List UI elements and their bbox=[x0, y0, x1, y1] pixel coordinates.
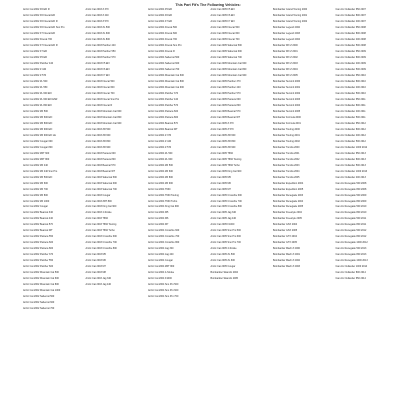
vehicle-list-item: Bombardier Grand Touring 2000 bbox=[273, 8, 308, 11]
vehicle-list-item: Arctic Cat 2004 Sabercat 700 bbox=[148, 67, 180, 71]
vehicle-list-item: Can Am Renegade 800 2012 bbox=[335, 235, 367, 239]
vehicle-list-item: Arctic Cat 2002 Panther 370 bbox=[23, 253, 54, 257]
vehicle-list-item: Arctic Cat 2003 Bearcat WT bbox=[85, 169, 116, 173]
vehicle-list-item: Bombardier Renegade 2004 bbox=[273, 199, 304, 203]
vehicle-list-item: Bombardier Legend 2002 bbox=[273, 25, 300, 29]
vehicle-list-item: Bombardier Renegade 2003 bbox=[273, 193, 304, 197]
vehicle-list-item: Arctic Cat 2002 Bearcat 440 bbox=[23, 217, 53, 221]
vehicle-list-item: Arctic Cat 2003 F7 EFI bbox=[85, 73, 110, 77]
vehicle-list-item: Can Am Outlander 1000 2014 bbox=[335, 265, 368, 269]
vehicle-list-item: Arctic Cat 2005 ZR 900 bbox=[210, 145, 236, 149]
vehicle-list-item: Can Am Outlander 650 2007 bbox=[335, 8, 366, 11]
vehicle-list-item: Arctic Cat 2005 Firecat 600 bbox=[210, 31, 240, 35]
vehicle-list-item: Arctic Cat 2004 Mountain Cat 900 bbox=[148, 85, 184, 89]
vehicle-column bbox=[336, 8, 397, 313]
vehicle-list-item: Arctic Cat 2005 Crossfire 600 bbox=[210, 193, 242, 197]
vehicle-list-item: Can Am Outlander 800 2007 bbox=[335, 13, 366, 17]
vehicle-list-item: Can Am Renegade 500 2013 bbox=[335, 247, 367, 251]
vehicle-list-item: Arctic Cat 2005 F5 EFI bbox=[210, 8, 235, 11]
vehicle-list-item: Arctic Cat 2003 Firecat R bbox=[85, 103, 113, 107]
vehicle-list-item: Can Am Outlander 800 2011 bbox=[335, 103, 366, 107]
vehicle-list-item: Arctic Cat 2003 Pantera 600 bbox=[85, 151, 116, 155]
vehicle-list-item: Arctic Cat 2005 Jag 440 bbox=[210, 217, 237, 221]
vehicle-list-item: Arctic Cat 2002 ZR 600 bbox=[23, 181, 48, 185]
vehicle-list-item: Arctic Cat 2003 4-Stroke bbox=[85, 211, 112, 215]
vehicle-list-item: Arctic Cat 2005 F6 EFI bbox=[210, 13, 235, 17]
vehicle-list-item: Arctic Cat 2002 Bearcat 340 bbox=[23, 211, 53, 215]
vehicle-list-item: Bombardier Mach Z 2001 bbox=[273, 253, 300, 257]
vehicle-list-item: Arctic Cat 2003 Z 440 bbox=[85, 13, 109, 17]
vehicle-list-item: Bombardier Tundra 2002 bbox=[273, 157, 300, 161]
vehicle-list-item: Arctic Cat 2004 F5 EFI bbox=[148, 8, 173, 11]
vehicle-column bbox=[273, 8, 334, 313]
vehicle-list-item: Can Am Outlander 650 2011 bbox=[335, 97, 366, 101]
vehicle-list-item: Arctic Cat 2004 Mountain Cat 800 bbox=[148, 79, 184, 83]
vehicle-list-item: Arctic Cat 2003 Mountain Cat 900 bbox=[85, 121, 122, 125]
vehicle-column bbox=[86, 8, 147, 313]
vehicle-list-item: Arctic Cat 2005 ZL 600 bbox=[210, 259, 235, 263]
vehicle-list-item: Bombardier Mach Z 2002 bbox=[273, 259, 300, 263]
vehicle-list-item: Bombardier Formula 2000 bbox=[273, 115, 301, 119]
vehicle-list-item: Arctic Cat 2004 ZR 800 bbox=[148, 175, 173, 179]
vehicle-list-item: Bombardier Skandic 2004 bbox=[210, 271, 239, 275]
vehicle-list-item: Arctic Cat 2004 T660 Touring bbox=[148, 193, 179, 197]
vehicle-list-item: Can Am Outlander 400 2013 bbox=[335, 175, 366, 179]
vehicle-list-item: Bombardier Summit 2001 bbox=[273, 85, 301, 89]
vehicle-list-item: Arctic Cat 2003 Panther 550 bbox=[85, 49, 116, 53]
vehicle-list-item: Arctic Cat 2002 Pantera 800 bbox=[23, 247, 54, 251]
vehicle-list-item: Arctic Cat 2004 Bearcat 570 bbox=[148, 121, 178, 125]
vehicle-list-item: Arctic Cat 2004 M6 bbox=[148, 217, 169, 221]
vehicle-list-item: Arctic Cat 2004 M5 bbox=[148, 211, 169, 215]
vehicle-list-item: Arctic Cat 2004 Firecat 700 bbox=[148, 37, 177, 41]
vehicle-list-item: Bombardier Mach Z 2003 bbox=[273, 265, 300, 269]
vehicle-list-item: Can Am Outlander 500 2009 bbox=[335, 67, 366, 71]
vehicle-list-item: Bombardier Legend 2003 bbox=[273, 31, 300, 35]
vehicle-list-item: Can Am Outlander 650 2010 bbox=[335, 73, 366, 77]
vehicle-list-item: Arctic Cat 2002 Cougar 600 bbox=[23, 139, 53, 143]
vehicle-list-item: Can Am Outlander 800 2014 bbox=[335, 271, 366, 275]
vehicle-list-item: Arctic Cat 2004 Jag 440 bbox=[148, 253, 174, 257]
vehicle-list-item: Arctic Cat 2004 Z 370 bbox=[148, 133, 172, 137]
vehicle-list-item: Arctic Cat 2004 T660 bbox=[148, 187, 171, 191]
vehicle-list-item: Arctic Cat 2004 Sno Pro 500 bbox=[148, 283, 179, 287]
vehicle-list-item: Arctic Cat 2005 Z 370 bbox=[210, 121, 234, 125]
vehicle-list-item: Arctic Cat 2005 Panther 570 bbox=[210, 91, 241, 95]
vehicle-list-item: Arctic Cat 2005 Bearcat WT bbox=[210, 115, 241, 119]
vehicle-list-item: Arctic Cat 2002 Sabercat 700 bbox=[23, 307, 55, 311]
vehicle-list-item: Arctic Cat 2002 ZL 800 EFI bbox=[23, 103, 52, 107]
vehicle-list-item: Arctic Cat 2004 Crossfire 800 bbox=[148, 241, 180, 245]
vehicle-list-item: Arctic Cat 2004 Crossfire 700 bbox=[148, 235, 180, 239]
vehicle-list-item: Arctic Cat 2003 Z 570 bbox=[85, 19, 109, 23]
vehicle-list-item: Arctic Cat 2003 ZR 800 bbox=[85, 139, 111, 143]
vehicle-list-item: Arctic Cat 2004 Sno Pro 600 bbox=[148, 289, 179, 293]
vehicle-list-item: Arctic Cat 2003 Jag 440 bbox=[85, 283, 112, 287]
vehicle-list-item: Bombardier Touring 2001 bbox=[273, 133, 300, 137]
vehicle-list-item: Arctic Cat 2002 Mountain Cat 600 bbox=[23, 277, 59, 281]
vehicle-list-item: Arctic Cat 2005 Crossfire 800 bbox=[210, 205, 242, 209]
vehicle-list-item: Arctic Cat 2005 Sno Pro 500 bbox=[210, 229, 241, 233]
vehicle-list-item: Arctic Cat 2003 Pantera 800 bbox=[85, 157, 116, 161]
vehicle-list-item: Arctic Cat 2005 Mountain Cat 600 bbox=[210, 61, 247, 65]
vehicle-list-item: Arctic Cat 2003 Firecat 600 bbox=[85, 85, 115, 89]
vehicle-list-item: Arctic Cat 2002 F6 Firecat EFI R bbox=[23, 19, 58, 23]
vehicle-list-item: Arctic Cat 2003 T660 bbox=[85, 217, 108, 221]
vehicle-list-item: Can Am Renegade 500 2008 bbox=[335, 181, 367, 185]
vehicle-list-item: Bombardier Summit 2005 bbox=[273, 109, 301, 113]
vehicle-list-item: Arctic Cat 2003 Crossfire 600 bbox=[85, 235, 117, 239]
vehicle-list-item: Can Am Renegade 1000 2013 bbox=[335, 259, 368, 263]
vehicle-list-item: Arctic Cat 2003 Crossfire 800 bbox=[85, 247, 117, 251]
vehicle-list-item: Can Am Renegade 800 2009 bbox=[335, 199, 367, 203]
vehicle-list-item: Arctic Cat 2005 T660 Turbo bbox=[210, 163, 240, 167]
vehicle-list-item: Arctic Cat 2003 F5 EFI bbox=[85, 61, 110, 65]
vehicle-list-item: Can Am Outlander 650 2013 bbox=[335, 151, 366, 155]
vehicle-list-item: Arctic Cat 2002 ZR 900 EFI bbox=[23, 127, 53, 131]
vehicle-list-item: Arctic Cat 2005 F1000 bbox=[210, 223, 235, 227]
vehicle-list-item: Arctic Cat 2002 ZR 500 bbox=[23, 109, 48, 113]
vehicle-list-item: Arctic Cat 2002 ZRT 800 bbox=[23, 157, 50, 161]
vehicle-list-item: Arctic Cat 2002 Firecat 700 bbox=[23, 37, 52, 41]
vehicle-column bbox=[23, 8, 84, 313]
vehicle-list-item: Arctic Cat 2005 M6 bbox=[210, 181, 231, 185]
vehicle-list-item: Arctic Cat 2002 Z 440 bbox=[23, 67, 47, 71]
vehicle-list-item: Can Am Outlander 800 2009 bbox=[335, 55, 366, 59]
vehicle-list-item: Arctic Cat 2004 Pantera 800 bbox=[148, 115, 179, 119]
page-title: This Part Fit's The Following Vehicles: bbox=[175, 3, 241, 7]
vehicle-list-item: Arctic Cat 2005 Panther 370 bbox=[210, 79, 241, 83]
vehicle-list-item: Bombardier Freestyle 2005 bbox=[273, 217, 302, 221]
vehicle-list-item: Bombardier MX Z 2003 bbox=[273, 61, 298, 65]
vehicle-list-item: Arctic Cat 2003 ZRT 800 bbox=[85, 199, 112, 203]
vehicle-list-item: Arctic Cat 2003 Firecat 500 bbox=[85, 79, 115, 83]
vehicle-list-item: Arctic Cat 2003 Jag 340 bbox=[85, 277, 112, 281]
vehicle-list-item: Arctic Cat 2002 Pantera 600 bbox=[23, 241, 54, 245]
vehicle-list-item: Can Am Outlander 500 2008 bbox=[335, 43, 366, 47]
vehicle-list-item: Arctic Cat 2002 Mountain Cat 800 bbox=[23, 283, 59, 287]
vehicle-list-item: Arctic Cat 2003 Sabercat 600 bbox=[85, 181, 117, 185]
vehicle-list-item: Arctic Cat 2002 ZR 440 Sno Pro bbox=[23, 169, 58, 173]
vehicle-list-item: Arctic Cat 2004 Firecat Sno Pro bbox=[148, 43, 182, 47]
vehicle-list-item: Arctic Cat 2003 ZL 500 bbox=[85, 25, 110, 29]
vehicle-list-item: Arctic Cat 2004 M7 bbox=[148, 223, 169, 227]
vehicle-list-item: Bombardier Tundra 2000 bbox=[273, 145, 300, 149]
vehicle-list-item: Arctic Cat 2003 M8 bbox=[85, 271, 106, 275]
vehicle-list-item: Arctic Cat 2005 Mountain Cat 800 bbox=[210, 67, 247, 71]
vehicle-list-item: Arctic Cat 2004 F1000 bbox=[148, 277, 172, 281]
vehicle-list-item: Arctic Cat 2002 Panther 440 bbox=[23, 61, 54, 65]
vehicle-list-item: Can Am Outlander 500 2012 bbox=[335, 139, 366, 143]
vehicle-list-item: Arctic Cat 2005 M7 bbox=[210, 187, 231, 191]
vehicle-list-item: Bombardier Formula 2001 bbox=[273, 121, 301, 125]
vehicle-list-item: Arctic Cat 2002 Z 570 bbox=[23, 73, 47, 77]
vehicle-list-item: Arctic Cat 2005 Panther 440 bbox=[210, 85, 241, 89]
vehicle-list-item: Bombardier Tundra 2003 bbox=[273, 163, 300, 167]
vehicle-list-item: Can Am Outlander 400 2009 bbox=[335, 61, 366, 65]
vehicle-list-item: Arctic Cat 2003 Mountain Cat 800 bbox=[85, 115, 122, 119]
vehicle-list-item: Arctic Cat 2003 Sabercat 500 bbox=[85, 175, 117, 179]
vehicle-list-item: Bombardier MX Z 2001 bbox=[273, 49, 298, 53]
vehicle-list-item: Arctic Cat 2005 ZR 800 bbox=[210, 139, 236, 143]
vehicle-list-item: Bombardier Expedition 2005 bbox=[273, 187, 304, 191]
vehicle-list-item: Arctic Cat 2005 Pantera 600 bbox=[210, 97, 241, 101]
vehicle-list-item: Arctic Cat 2002 F7 Firecat EFI R bbox=[23, 43, 58, 47]
vehicle-list-item: Bombardier MX Z 2005 bbox=[273, 73, 298, 77]
vehicle-list-item: Can Am Renegade 500 2010 bbox=[335, 205, 367, 209]
vehicle-list-item: Can Am Outlander 400 2012 bbox=[335, 133, 366, 137]
vehicle-list-item: Arctic Cat 2005 King Cat 900 bbox=[210, 169, 242, 173]
vehicle-list-item: Arctic Cat 2002 F6 Firecat EFI Sno Pro bbox=[23, 25, 65, 29]
vehicle-list-item: Arctic Cat 2004 Z 440 bbox=[148, 139, 172, 143]
vehicle-list-item: Can Am Outlander 400 2007 bbox=[335, 19, 366, 23]
vehicle-list-item: Arctic Cat 2004 Z 570 bbox=[148, 145, 172, 149]
vehicle-list-item: Can Am Outlander 400 2008 bbox=[335, 37, 366, 41]
vehicle-list-item: Bombardier Summit 2002 bbox=[273, 91, 301, 95]
vehicle-list-item: Arctic Cat 2004 Mountain Cat 600 bbox=[148, 73, 184, 77]
vehicle-list-item: Arctic Cat 2003 ZR 900 bbox=[85, 145, 111, 149]
vehicle-list-item: Arctic Cat 2002 Panther 600 bbox=[23, 265, 54, 269]
vehicle-list-item: Arctic Cat 2005 Sabercat 600 bbox=[210, 49, 242, 53]
vehicle-list-item: Arctic Cat 2002 Cougar 800 bbox=[23, 145, 53, 149]
vehicle-list-item: Bombardier Grand Touring 2002 bbox=[273, 19, 308, 23]
vehicle-list-item: Arctic Cat 2005 Z 570 bbox=[210, 127, 234, 131]
vehicle-list-item: Can Am Outlander 800 2013 bbox=[335, 157, 366, 161]
vehicle-list-item: Bombardier Freestyle 2004 bbox=[273, 211, 302, 215]
vehicle-list-item: Can Am Outlander 800 2008 bbox=[335, 31, 366, 35]
vehicle-list-item: Arctic Cat 2005 M5 bbox=[210, 175, 231, 179]
vehicle-list-item: Bombardier GTX 2004 bbox=[273, 235, 297, 239]
vehicle-list-item: Arctic Cat 2003 M7 bbox=[85, 265, 106, 269]
vehicle-list-item: Arctic Cat 2004 Panther 440 bbox=[148, 97, 179, 101]
vehicle-list-item: Arctic Cat 2003 Z 370 bbox=[85, 8, 109, 11]
vehicle-list-item: Bombardier Expedition 2004 bbox=[273, 181, 304, 185]
vehicle-list-item: Can Am Renegade 500 2009 bbox=[335, 193, 367, 197]
vehicle-list-item: Bombardier Touring 2002 bbox=[273, 139, 300, 143]
vehicle-list-item: Can Am Outlander 500 2010 bbox=[335, 91, 366, 95]
vehicle-list-item: Can Am Renegade 500 2011 bbox=[335, 217, 367, 221]
vehicle-list-item: Arctic Cat 2005 ZL 500 bbox=[210, 253, 235, 257]
vehicle-list-item: Arctic Cat 2002 ZR 700 bbox=[23, 187, 48, 191]
vehicle-list-item: Arctic Cat 2002 Mountain Cat 500 bbox=[23, 271, 59, 275]
vehicle-list-item: Arctic Cat 2002 Sabercat 500 bbox=[23, 295, 55, 299]
vehicle-list-item: Arctic Cat 2003 ZL 800 bbox=[85, 37, 110, 41]
vehicle-list-item: Can Am Outlander 400 2011 bbox=[335, 109, 366, 113]
vehicle-list-item: Arctic Cat 2002 Sabercat 600 bbox=[23, 301, 55, 305]
vehicle-list-item: Arctic Cat 2002 F7 EFI bbox=[23, 49, 48, 53]
vehicle-list-item: Arctic Cat 2005 ZR 600 bbox=[210, 133, 236, 137]
vehicle-list-item: Arctic Cat 2004 Panther 570 bbox=[148, 103, 179, 107]
vehicle-list-item: Arctic Cat 2003 Sabercat 700 bbox=[85, 187, 117, 191]
vehicle-list-item: Bombardier GSX 2004 bbox=[273, 223, 298, 227]
vehicle-list-item: Arctic Cat 2002 ZL 600 EFI bbox=[23, 91, 52, 95]
vehicle-list-item: Arctic Cat 2005 Sabercat 700 bbox=[210, 55, 242, 59]
vehicle-list-item: Arctic Cat 2004 F7 EFI bbox=[148, 19, 173, 23]
vehicle-list-item: Bombardier Tundra 2005 bbox=[273, 175, 300, 179]
vehicle-list-item: Can Am Outlander 650 2008 bbox=[335, 25, 366, 29]
vehicle-list-item: Bombardier Renegade 2005 bbox=[273, 205, 304, 209]
vehicle-list-item: Arctic Cat 2005 Jag 340 bbox=[210, 211, 237, 215]
vehicle-list-item: Can Am Renegade 800 2010 bbox=[335, 211, 367, 215]
vehicle-list-item: Arctic Cat 2004 Cougar bbox=[148, 259, 173, 263]
vehicle-list-item: Arctic Cat 2003 Crossfire 700 bbox=[85, 241, 117, 245]
vehicle-list-item: Arctic Cat 2003 Firecat Sno Pro bbox=[85, 97, 120, 101]
vehicle-list-item: Arctic Cat 2004 Sno Pro 700 bbox=[148, 295, 179, 299]
vehicle-list-item: Bombardier GSX 2005 bbox=[273, 229, 298, 233]
vehicle-list-item: Can Am Outlander 500 2013 bbox=[335, 163, 366, 167]
vehicle-list-item: Can Am Outlander 650 2009 bbox=[335, 49, 366, 53]
vehicle-list-item: Arctic Cat 2002 Bearcat 570 bbox=[23, 223, 53, 227]
vehicle-list-item: Can Am Outlander 500 2011 bbox=[335, 115, 366, 119]
vehicle-list-item: Arctic Cat 2005 Pantera 800 bbox=[210, 103, 241, 107]
vehicle-list-item: Arctic Cat 2005 4-Stroke bbox=[210, 247, 237, 251]
vehicle-list-item: Can Am Outlander 650 2014 bbox=[335, 277, 366, 281]
vehicle-list-item: Bombardier GTX 2005 bbox=[273, 241, 297, 245]
vehicle-list-item: Arctic Cat 2002 ZL 600 EFI ESR bbox=[23, 97, 58, 101]
vehicle-list-item: Arctic Cat 2003 M5 bbox=[85, 253, 106, 257]
vehicle-list-item: Arctic Cat 2004 Panther 370 bbox=[148, 91, 179, 95]
vehicle-list-item: Arctic Cat 2002 ZR 440 bbox=[23, 163, 48, 167]
vehicle-list-item: Bombardier Tundra 2001 bbox=[273, 151, 300, 155]
vehicle-columns bbox=[0, 8, 416, 313]
vehicle-list-item: Arctic Cat 2004 T660 Turbo bbox=[148, 199, 178, 203]
vehicle-list-item: Arctic Cat 2002 ZR 600 EFI bbox=[23, 115, 53, 119]
vehicle-list-item: Arctic Cat 2004 Firecat 500 bbox=[148, 25, 177, 29]
vehicle-list-item: Arctic Cat 2003 M6 bbox=[85, 259, 106, 263]
vehicle-list-item: Arctic Cat 2005 Crossfire 700 bbox=[210, 199, 242, 203]
vehicle-list-item: Can Am Outlander 650 2012 bbox=[335, 121, 366, 125]
vehicle-list-item: Arctic Cat 2005 Firecat 700 bbox=[210, 37, 240, 41]
vehicle-list-item: Can Am Outlander 800 2010 bbox=[335, 79, 366, 83]
vehicle-list-item: Arctic Cat 2002 ZRT 600 bbox=[23, 151, 50, 155]
vehicle-list-item: Arctic Cat 2004 Crossfire 600 bbox=[148, 229, 180, 233]
vehicle-list-item: Arctic Cat 2002 F7 Firecat EFI bbox=[23, 31, 56, 35]
vehicle-list-item: Arctic Cat 2005 Mountain Cat 900 bbox=[210, 73, 247, 77]
vehicle-list-item: Arctic Cat 2002 Panther 550 bbox=[23, 259, 54, 263]
vehicle-list-item: Bombardier MX Z 2002 bbox=[273, 55, 298, 59]
vehicle-list-item: Arctic Cat 2004 F6 EFI bbox=[148, 13, 173, 17]
vehicle-list-item: Arctic Cat 2004 King Cat 900 bbox=[148, 205, 179, 209]
vehicle-list-item: Arctic Cat 2002 ZL 550 bbox=[23, 85, 48, 89]
vehicle-list-item: Bombardier Summit 2004 bbox=[273, 103, 301, 107]
vehicle-list-item: Arctic Cat 2002 Cougar bbox=[23, 205, 48, 209]
vehicle-list-item: Arctic Cat 2005 Cougar bbox=[210, 265, 236, 269]
vehicle-list-item: Can Am Outlander 1000 2013 bbox=[335, 169, 368, 173]
vehicle-list-item: Arctic Cat 2004 Pantera 600 bbox=[148, 109, 179, 113]
vehicle-list-item: Arctic Cat 2004 ZL 600 bbox=[148, 157, 173, 161]
vehicle-column bbox=[148, 8, 209, 313]
vehicle-list-item: Arctic Cat 2003 Mountain Cat 600 bbox=[85, 109, 122, 113]
vehicle-list-item: Arctic Cat 2002 ZR 900 EFI LE bbox=[23, 133, 56, 137]
vehicle-list-item: Arctic Cat 2003 Firecat 700 bbox=[85, 91, 115, 95]
vehicle-list-item: Can Am Renegade 800 2011 bbox=[335, 223, 367, 227]
vehicle-list-item: Bombardier Mach Z 2000 bbox=[273, 247, 300, 251]
vehicle-list-item: Arctic Cat 2003 ZL 600 bbox=[85, 31, 110, 35]
vehicle-list-item: Arctic Cat 2005 Sno Pro 600 bbox=[210, 235, 241, 239]
vehicle-list-item: Bombardier Skandic 2005 bbox=[210, 277, 239, 281]
vehicle-list-item: Arctic Cat 2002 ZL 500 bbox=[23, 79, 48, 83]
vehicle-list-item: Arctic Cat 2002 ZR 800 bbox=[23, 193, 48, 197]
vehicle-list-item: Can Am Outlander 400 2010 bbox=[335, 85, 366, 89]
vehicle-column bbox=[211, 8, 272, 313]
vehicle-list-item: Bombardier Touring 2000 bbox=[273, 127, 300, 131]
vehicle-list-item: Can Am Renegade 800 2013 bbox=[335, 253, 367, 257]
vehicle-list-item: Arctic Cat 2004 4-Stroke bbox=[148, 271, 175, 275]
vehicle-list-item: Arctic Cat 2004 ZRT 800 bbox=[148, 265, 175, 269]
vehicle-list-item: Can Am Outlander 1000 2012 bbox=[335, 145, 368, 149]
vehicle-list-item: Arctic Cat 2005 Bearcat 570 bbox=[210, 109, 241, 113]
vehicle-list-item: Arctic Cat 2005 Sabercat 500 bbox=[210, 43, 242, 47]
vehicle-list-item: Arctic Cat 2002 ZR 500 EFI bbox=[23, 175, 53, 179]
vehicle-list-item: Can Am Renegade 500 2012 bbox=[335, 229, 367, 233]
vehicle-list-item: Arctic Cat 2004 ZR 500 bbox=[148, 163, 173, 167]
vehicle-list-item: Arctic Cat 2004 Jag 340 bbox=[148, 247, 174, 251]
vehicle-list-item: Arctic Cat 2004 Firecat 600 bbox=[148, 31, 177, 35]
vehicle-list-item: Arctic Cat 2002 F6 EFI R bbox=[23, 8, 50, 11]
vehicle-list-item: Arctic Cat 2005 Sno Pro 700 bbox=[210, 241, 241, 245]
vehicle-list-item: Bombardier MX Z 2000 bbox=[273, 43, 298, 47]
vehicle-list-item: Arctic Cat 2004 Sabercat 500 bbox=[148, 55, 180, 59]
vehicle-list-item: Arctic Cat 2002 Bearcat WT bbox=[23, 229, 53, 233]
vehicle-list-item: Arctic Cat 2004 Firecat R bbox=[148, 49, 175, 53]
vehicle-list-item: Arctic Cat 2003 Panther 440 bbox=[85, 43, 116, 47]
vehicle-list-item: Arctic Cat 2003 ZR 500 bbox=[85, 127, 111, 131]
vehicle-list-item: Arctic Cat 2002 F5 EFI bbox=[23, 55, 48, 59]
vehicle-list-item: Arctic Cat 2005 Firecat 500 bbox=[210, 25, 240, 29]
vehicle-list-item: Arctic Cat 2005 T660 bbox=[210, 151, 233, 155]
vehicle-list-item: Arctic Cat 2004 Bearcat WT bbox=[148, 127, 178, 131]
vehicle-list-item: Arctic Cat 2002 ZR 800 EFI bbox=[23, 121, 53, 125]
vehicle-list-item: Can Am Renegade 1000 2012 bbox=[335, 241, 368, 245]
vehicle-list-item: Bombardier Grand Touring 2001 bbox=[273, 13, 308, 17]
vehicle-list-item: Arctic Cat 2004 ZL 500 bbox=[148, 151, 173, 155]
vehicle-list-item: Arctic Cat 2004 Sabercat 600 bbox=[148, 61, 180, 65]
vehicle-list-item: Bombardier Summit 2000 bbox=[273, 79, 301, 83]
vehicle-list-item: Arctic Cat 2002 F6 Firecat EFI bbox=[23, 13, 56, 17]
vehicle-list-item: Arctic Cat 2002 Pantera 550 bbox=[23, 235, 54, 239]
vehicle-list-item: Can Am Renegade 800 2008 bbox=[335, 187, 367, 191]
vehicle-list-item: Arctic Cat 2003 ZR 600 bbox=[85, 133, 111, 137]
vehicle-list-item: Bombardier Summit 2003 bbox=[273, 97, 301, 101]
vehicle-list-item: Arctic Cat 2004 ZR 900 bbox=[148, 181, 173, 185]
vehicle-list-item: Arctic Cat 2004 ZR 600 bbox=[148, 169, 173, 173]
vehicle-list-item: Arctic Cat 2003 Cougar bbox=[85, 193, 111, 197]
vehicle-list-item: Bombardier Tundra 2004 bbox=[273, 169, 300, 173]
vehicle-list-item: Arctic Cat 2003 King Cat 900 bbox=[85, 205, 117, 209]
vehicle-list-item: Bombardier MX Z 2004 bbox=[273, 67, 298, 71]
vehicle-list-item: Arctic Cat 2005 T660 Touring bbox=[210, 157, 242, 161]
vehicle-list-item: Arctic Cat 2003 T660 Touring bbox=[85, 223, 117, 227]
vehicle-list-item: Arctic Cat 2005 F7 EFI bbox=[210, 19, 235, 23]
vehicle-list-item: Arctic Cat 2002 ZR 1000 bbox=[23, 199, 50, 203]
vehicle-list-item: Arctic Cat 2003 Bearcat 570 bbox=[85, 163, 116, 167]
vehicle-list-item: Arctic Cat 2003 F6 EFI bbox=[85, 67, 110, 71]
vehicle-list-item: Can Am Outlander 800 2012 bbox=[335, 127, 366, 131]
vehicle-list-item: Arctic Cat 2002 Mountain Cat 1000 bbox=[23, 289, 61, 293]
vehicle-list-item: Arctic Cat 2003 T660 Turbo bbox=[85, 229, 115, 233]
vehicle-list-item: Arctic Cat 2003 Panther 570 bbox=[85, 55, 116, 59]
vehicle-list-item: Bombardier Legend 2004 bbox=[273, 37, 300, 41]
